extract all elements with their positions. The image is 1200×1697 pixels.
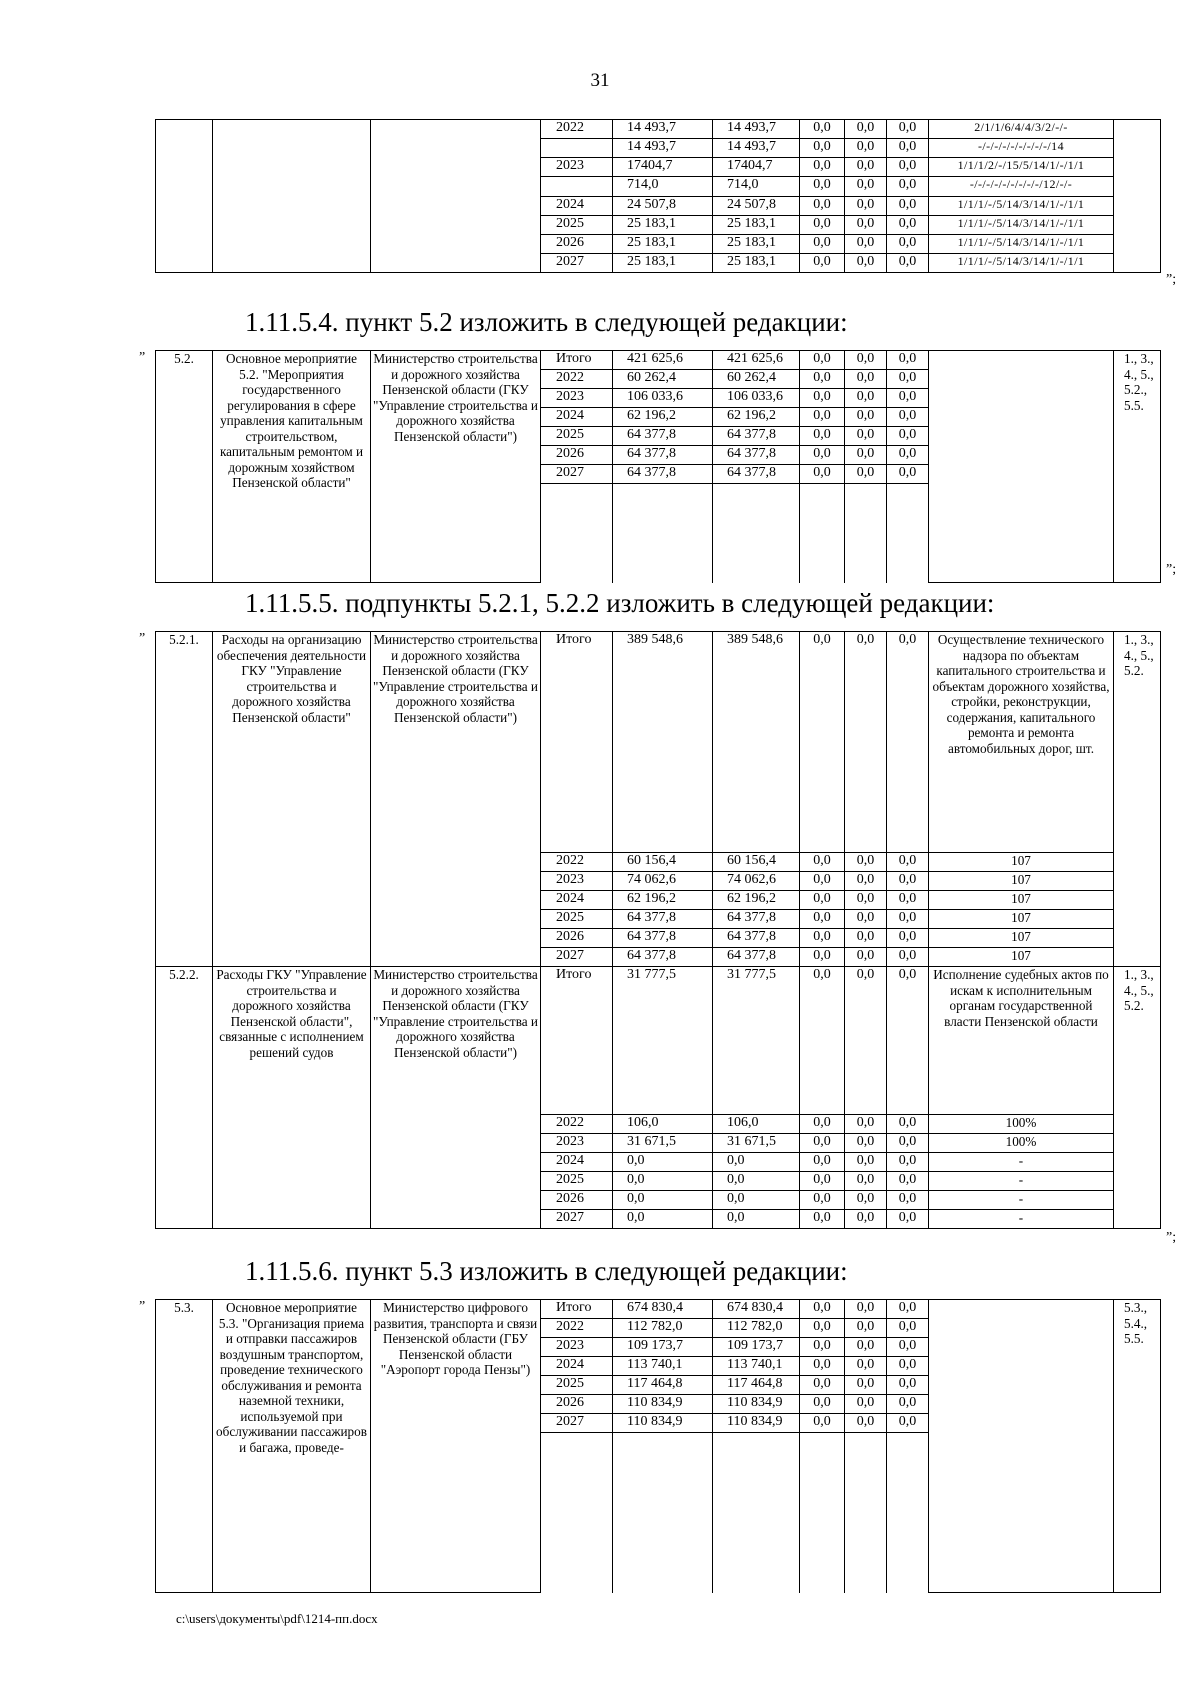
table-cell: 0,0	[845, 139, 887, 158]
table-cell: 0,0	[887, 632, 929, 853]
table-cell: 0,0	[613, 1210, 713, 1229]
table-cell: 0,0	[800, 1376, 845, 1395]
table-cell: 64 377,8	[613, 929, 713, 948]
open-quote: ”	[139, 350, 146, 365]
table-cell: 2022	[541, 120, 613, 139]
table-cell: 2026	[541, 929, 613, 948]
table-cell: 0,0	[800, 139, 845, 158]
table-cell: 0,0	[845, 234, 887, 253]
table-cell: 0,0	[800, 215, 845, 234]
table-cell: 2024	[541, 891, 613, 910]
table-cell: 0,0	[887, 1172, 929, 1191]
table-cell: 0,0	[845, 158, 887, 177]
table-cell: 0,0	[800, 1134, 845, 1153]
table-cell	[713, 484, 800, 583]
table-cell: 0,0	[887, 446, 929, 465]
table-cell: -	[929, 1153, 1114, 1172]
table-cell	[613, 1433, 713, 1593]
table-cell: 64 377,8	[613, 446, 713, 465]
table-cell	[713, 1433, 800, 1593]
table-cell: 0,0	[887, 177, 929, 196]
table-cell: 24 507,8	[613, 196, 713, 215]
table-row	[156, 967, 1161, 1115]
table-cell: Осуществление технического надзора по объектам капитального строительства и объектам дорожного хозяйства, стройки, реконструкции, содержания, капитального ремонта и ремонта автомобильных дорог, шт.	[929, 632, 1114, 853]
table-cell: 0,0	[887, 1300, 929, 1319]
table-cell: 60 156,4	[713, 853, 800, 872]
table-cell: 0,0	[713, 1153, 800, 1172]
table-cell: 0,0	[800, 1172, 845, 1191]
table-cell: 0,0	[887, 1134, 929, 1153]
table-cell: 64 377,8	[713, 427, 800, 446]
table-cell: 0,0	[845, 389, 887, 408]
table-cell: 0,0	[887, 1115, 929, 1134]
table-cell: 0,0	[800, 196, 845, 215]
table-cell	[800, 1433, 845, 1593]
table-cell: 1., 3., 4., 5., 5.2.	[1114, 967, 1161, 1229]
table-cell: 0,0	[800, 1191, 845, 1210]
table-cell: 62 196,2	[613, 891, 713, 910]
table-cell: 117 464,8	[713, 1376, 800, 1395]
table-row	[156, 632, 1161, 853]
table-cell: 2025	[541, 1376, 613, 1395]
table-cell: 0,0	[800, 967, 845, 1115]
table-cell: 0,0	[887, 1319, 929, 1338]
table-cell: 64 377,8	[613, 465, 713, 484]
table-cell: 0,0	[845, 1319, 887, 1338]
table-cell: 2025	[541, 910, 613, 929]
table-cell: 0,0	[887, 967, 929, 1115]
table-cell: Итого	[541, 632, 613, 853]
table-cell: 0,0	[845, 408, 887, 427]
table-cell: 0,0	[613, 1153, 713, 1172]
table-cell: 2022	[541, 370, 613, 389]
table-cell: 0,0	[845, 967, 887, 1115]
table-cell: 107	[929, 929, 1114, 948]
table-cell: 0,0	[845, 177, 887, 196]
heading-1-11-5-4: 1.11.5.4. пункт 5.2 изложить в следующей редакции:	[245, 307, 848, 337]
table-cell: 0,0	[845, 465, 887, 484]
table-cell: 0,0	[887, 1376, 929, 1395]
table-row	[156, 120, 1161, 139]
table-cell: 0,0	[713, 1172, 800, 1191]
table-cell: 0,0	[845, 853, 887, 872]
table-cell: 60 262,4	[613, 370, 713, 389]
table-cell: 0,0	[887, 253, 929, 272]
table-cell: 109 173,7	[713, 1338, 800, 1357]
table-cell: 0,0	[845, 1191, 887, 1210]
table-cell	[156, 120, 213, 273]
table-cell: 0,0	[713, 1191, 800, 1210]
table-cell: 674 830,4	[613, 1300, 713, 1319]
table-cell: 0,0	[800, 1300, 845, 1319]
table-cell: 0,0	[887, 389, 929, 408]
table-cell: 0,0	[845, 1300, 887, 1319]
table-cell: 107	[929, 910, 1114, 929]
table-cell: 0,0	[845, 1357, 887, 1376]
table-cell: Расходы на организацию обеспечения деятельности ГКУ "Управление строительства и дорожного хозяйства Пензенской области"	[213, 632, 371, 967]
table-cell: 2027	[541, 1210, 613, 1229]
table-cell: 0,0	[887, 427, 929, 446]
table-cell: Расходы ГКУ "Управление строительства и дорожного хозяйства Пензенской области", связанные с исполнением решений судов	[213, 967, 371, 1229]
table-row	[156, 351, 1161, 370]
table-cell	[213, 120, 371, 273]
table-cell: 1/1/1/2/-/15/5/14/1/-/1/1	[929, 158, 1114, 177]
table-cell: 0,0	[800, 948, 845, 967]
table-cell: 421 625,6	[613, 351, 713, 370]
table-cell: Итого	[541, 1300, 613, 1319]
table-cell: 0,0	[887, 872, 929, 891]
table-cell: 0,0	[887, 891, 929, 910]
table-cell: 0,0	[887, 465, 929, 484]
table-cell	[541, 139, 613, 158]
table-cell	[800, 484, 845, 583]
table-cell: 64 377,8	[713, 465, 800, 484]
table-cell: 107	[929, 853, 1114, 872]
table-cell: 31 777,5	[613, 967, 713, 1115]
table-cell: 0,0	[845, 1153, 887, 1172]
table-cell: 0,0	[800, 1319, 845, 1338]
footer-file-path: c:\users\документы\pdf\1214-пп.docx	[176, 1611, 378, 1626]
table-cell: 0,0	[887, 853, 929, 872]
table-cell: 0,0	[887, 1191, 929, 1210]
table-cell: 0,0	[800, 234, 845, 253]
table-cell: 2027	[541, 465, 613, 484]
table-cell	[541, 177, 613, 196]
table-cell	[541, 484, 613, 583]
table-cell: 2023	[541, 872, 613, 891]
table-cell: 14 493,7	[613, 120, 713, 139]
table-cell: 0,0	[800, 1210, 845, 1229]
table-cell: -/-/-/-/-/-/-/-/-/14	[929, 139, 1114, 158]
heading-1-11-5-6: 1.11.5.6. пункт 5.3 изложить в следующей редакции:	[245, 1256, 848, 1286]
table-cell: 0,0	[845, 196, 887, 215]
table-cell: 2026	[541, 234, 613, 253]
table-cell: 14 493,7	[613, 139, 713, 158]
table-cell	[845, 1433, 887, 1593]
table-cell	[613, 484, 713, 583]
table-cell: 0,0	[845, 1414, 887, 1433]
table-cell: 0,0	[845, 253, 887, 272]
table-cell: 64 377,8	[613, 948, 713, 967]
close-mark: ”;	[1166, 562, 1177, 577]
table-cell: 110 834,9	[713, 1414, 800, 1433]
table-cell: 64 377,8	[713, 446, 800, 465]
table-cell: 106 033,6	[613, 389, 713, 408]
table-cell: 25 183,1	[713, 215, 800, 234]
table-cell: 0,0	[845, 1134, 887, 1153]
table-cell: 0,0	[887, 1414, 929, 1433]
table-cell: 0,0	[800, 351, 845, 370]
table-cell: 0,0	[800, 1414, 845, 1433]
table-cell: 0,0	[887, 1210, 929, 1229]
table-cell: 0,0	[845, 929, 887, 948]
table-cell: 0,0	[887, 120, 929, 139]
table-cell: 0,0	[887, 929, 929, 948]
table-cell: 0,0	[845, 910, 887, 929]
table-cell: 5.2.	[156, 351, 213, 583]
table-cell: 0,0	[800, 253, 845, 272]
table-cell: 64 377,8	[613, 427, 713, 446]
table-cell: 1/1/1/-/5/14/3/14/1/-/1/1	[929, 196, 1114, 215]
table-cell: Министерство строительства и дорожного хозяйства Пензенской области (ГКУ "Управление строительства и дорожного хозяйства Пензенской области")	[371, 351, 541, 583]
table-cell: 2025	[541, 427, 613, 446]
table-cell: Итого	[541, 351, 613, 370]
table-cell: 106,0	[713, 1115, 800, 1134]
table-cell: 62 196,2	[613, 408, 713, 427]
table-cell: 1/1/1/-/5/14/3/14/1/-/1/1	[929, 215, 1114, 234]
table-cell: 0,0	[845, 446, 887, 465]
table-cell: 24 507,8	[713, 196, 800, 215]
table-continuation	[155, 119, 1161, 273]
table-cell: 0,0	[800, 465, 845, 484]
table-cell: 113 740,1	[613, 1357, 713, 1376]
table-cell	[887, 1433, 929, 1593]
table-cell: 0,0	[845, 632, 887, 853]
table-cell: 107	[929, 948, 1114, 967]
table-cell: 109 173,7	[613, 1338, 713, 1357]
table-cell: 60 156,4	[613, 853, 713, 872]
table-cell: 0,0	[800, 446, 845, 465]
table-cell: 2023	[541, 158, 613, 177]
open-quote: ”	[139, 1299, 146, 1314]
table-cell: 0,0	[800, 853, 845, 872]
table-cell: 2024	[541, 1357, 613, 1376]
table-cell: 2026	[541, 446, 613, 465]
table-cell: 0,0	[887, 910, 929, 929]
table-cell: 0,0	[800, 370, 845, 389]
table-cell: 5.3., 5.4., 5.5.	[1114, 1300, 1161, 1593]
table-cell: 0,0	[800, 929, 845, 948]
table-cell: 0,0	[800, 1115, 845, 1134]
table-cell: 674 830,4	[713, 1300, 800, 1319]
table-cell: 0,0	[713, 1210, 800, 1229]
table-5-3	[155, 1299, 1161, 1593]
table-cell: 2024	[541, 1153, 613, 1172]
table-cell: 0,0	[800, 910, 845, 929]
table-cell: 0,0	[800, 872, 845, 891]
table-cell: 1., 3., 4., 5., 5.2.	[1114, 632, 1161, 967]
table-cell: 0,0	[845, 215, 887, 234]
table-cell: 2023	[541, 1338, 613, 1357]
table-cell: 0,0	[800, 427, 845, 446]
table-cell: 62 196,2	[713, 891, 800, 910]
table-cell: 0,0	[800, 120, 845, 139]
close-mark: ”;	[1166, 272, 1177, 287]
table-cell: Министерство цифрового развития, транспорта и связи Пензенской области (ГБУ Пензенской области "Аэропорт города Пензы")	[371, 1300, 541, 1593]
table-cell: 0,0	[845, 120, 887, 139]
table-cell: 0,0	[845, 948, 887, 967]
table-cell: 110 834,9	[613, 1395, 713, 1414]
table-cell	[541, 1433, 613, 1593]
table-cell: 17404,7	[713, 158, 800, 177]
table-cell: 64 377,8	[713, 948, 800, 967]
table-cell: 0,0	[887, 1395, 929, 1414]
table-cell: 389 548,6	[713, 632, 800, 853]
table-cell: 31 777,5	[713, 967, 800, 1115]
table-cell: 1/1/1/-/5/14/3/14/1/-/1/1	[929, 253, 1114, 272]
table-cell: Министерство строительства и дорожного хозяйства Пензенской области (ГКУ "Управление строительства и дорожного хозяйства Пензенской области")	[371, 967, 541, 1229]
table-cell: 0,0	[613, 1172, 713, 1191]
table-cell: 25 183,1	[713, 253, 800, 272]
table-cell: Министерство строительства и дорожного хозяйства Пензенской области (ГКУ "Управление строительства и дорожного хозяйства Пензенской области")	[371, 632, 541, 967]
table-cell: 0,0	[800, 177, 845, 196]
table-cell: 0,0	[800, 1357, 845, 1376]
table-cell: 0,0	[887, 948, 929, 967]
table-cell: 100%	[929, 1134, 1114, 1153]
close-mark: ”;	[1166, 1230, 1177, 1245]
table-cell: 5.2.2.	[156, 967, 213, 1229]
table-cell: 0,0	[845, 1376, 887, 1395]
table-cell: 0,0	[887, 1338, 929, 1357]
table-cell: 110 834,9	[613, 1414, 713, 1433]
table-cell: 0,0	[800, 1395, 845, 1414]
table-cell: 389 548,6	[613, 632, 713, 853]
table-5-2-1-5-2-2	[155, 631, 1161, 1229]
table-cell: 14 493,7	[713, 120, 800, 139]
table-cell: 25 183,1	[613, 215, 713, 234]
table-cell: 2022	[541, 1115, 613, 1134]
table-cell: 0,0	[800, 408, 845, 427]
table-cell: 110 834,9	[713, 1395, 800, 1414]
table-cell: 2025	[541, 1172, 613, 1191]
table-row	[156, 1300, 1161, 1319]
table-cell: 0,0	[845, 1338, 887, 1357]
table-cell: 1/1/1/-/5/14/3/14/1/-/1/1	[929, 234, 1114, 253]
table-cell: 0,0	[845, 1172, 887, 1191]
table-cell: -	[929, 1172, 1114, 1191]
table-cell: 0,0	[800, 389, 845, 408]
table-cell: 0,0	[800, 891, 845, 910]
table-cell: 64 377,8	[613, 910, 713, 929]
table-cell: 0,0	[887, 1153, 929, 1172]
table-cell: 2022	[541, 853, 613, 872]
table-cell: 0,0	[845, 1210, 887, 1229]
table-cell: 0,0	[845, 427, 887, 446]
table-cell: 25 183,1	[713, 234, 800, 253]
table-cell: 0,0	[887, 351, 929, 370]
table-cell: -	[929, 1191, 1114, 1210]
table-cell: Основное мероприятие 5.2. "Мероприятия государственного регулирования в сфере управления капитальным строительством, капитальным ремонтом и дорожным хозяйством Пензенской области"	[213, 351, 371, 583]
table-cell: 25 183,1	[613, 234, 713, 253]
table-cell: -	[929, 1210, 1114, 1229]
table-cell: 0,0	[887, 158, 929, 177]
table-cell: 0,0	[845, 891, 887, 910]
table-cell: 2024	[541, 196, 613, 215]
table-cell: 2/1/1/6/4/4/3/2/-/-	[929, 120, 1114, 139]
table-cell: 0,0	[887, 234, 929, 253]
table-cell: 0,0	[845, 1115, 887, 1134]
table-cell: 107	[929, 891, 1114, 910]
table-cell	[929, 351, 1114, 583]
table-cell: 64 377,8	[713, 910, 800, 929]
table-cell: 0,0	[887, 215, 929, 234]
table-cell: 2026	[541, 1191, 613, 1210]
table-cell: 0,0	[800, 632, 845, 853]
table-cell: 0,0	[800, 1338, 845, 1357]
table-cell: 0,0	[887, 139, 929, 158]
table-cell: 112 782,0	[713, 1319, 800, 1338]
table-cell: 2027	[541, 948, 613, 967]
table-cell: 0,0	[887, 1357, 929, 1376]
table-cell: -/-/-/-/-/-/-/-/-/12/-/-	[929, 177, 1114, 196]
table-cell	[1114, 120, 1161, 273]
page-number: 31	[590, 70, 610, 91]
table-cell	[371, 120, 541, 273]
table-cell: 106 033,6	[713, 389, 800, 408]
table-cell: 0,0	[887, 196, 929, 215]
table-cell	[845, 484, 887, 583]
table-cell: 2027	[541, 1414, 613, 1433]
table-cell: 0,0	[887, 370, 929, 389]
open-quote: ”	[139, 631, 146, 646]
table-cell: 0,0	[887, 408, 929, 427]
table-cell: 2023	[541, 389, 613, 408]
table-cell: 117 464,8	[613, 1376, 713, 1395]
table-cell: 421 625,6	[713, 351, 800, 370]
table-cell: 64 377,8	[713, 929, 800, 948]
table-cell: 31 671,5	[713, 1134, 800, 1153]
table-cell: 1., 3., 4., 5., 5.2., 5.5.	[1114, 351, 1161, 583]
table-5-2	[155, 350, 1161, 583]
table-cell: 2027	[541, 253, 613, 272]
table-cell: 112 782,0	[613, 1319, 713, 1338]
table-cell: 25 183,1	[613, 253, 713, 272]
table-cell	[929, 1300, 1114, 1593]
table-cell: 31 671,5	[613, 1134, 713, 1153]
table-cell: 113 740,1	[713, 1357, 800, 1376]
table-cell: 14 493,7	[713, 139, 800, 158]
table-cell: 17404,7	[613, 158, 713, 177]
table-cell: 62 196,2	[713, 408, 800, 427]
table-cell: 714,0	[613, 177, 713, 196]
table-cell: 2025	[541, 215, 613, 234]
table-cell: 0,0	[800, 158, 845, 177]
table-cell: 0,0	[845, 351, 887, 370]
table-cell: 106,0	[613, 1115, 713, 1134]
table-cell: 74 062,6	[613, 872, 713, 891]
table-cell: Исполнение судебных актов по искам к исполнительным органам государственной власти Пензенской области	[929, 967, 1114, 1115]
table-cell: 0,0	[800, 1153, 845, 1172]
table-cell: 2026	[541, 1395, 613, 1414]
table-cell: 714,0	[713, 177, 800, 196]
table-cell: 2023	[541, 1134, 613, 1153]
table-cell: 60 262,4	[713, 370, 800, 389]
table-cell: 0,0	[845, 370, 887, 389]
table-cell: 107	[929, 872, 1114, 891]
table-cell: Основное мероприятие 5.3. "Организация приема и отправки пассажиров воздушным транспортом, проведение технического обслуживания и ремонта наземной техники, используемой при обслуживании пассажиров и багажа, проведе-	[213, 1300, 371, 1593]
table-cell: 0,0	[845, 872, 887, 891]
table-cell: 74 062,6	[713, 872, 800, 891]
table-cell: 100%	[929, 1115, 1114, 1134]
table-cell: 2022	[541, 1319, 613, 1338]
heading-1-11-5-5: 1.11.5.5. подпункты 5.2.1, 5.2.2 изложить в следующей редакции:	[245, 588, 995, 618]
table-cell: Итого	[541, 967, 613, 1115]
table-cell: 0,0	[845, 1395, 887, 1414]
table-cell	[887, 484, 929, 583]
table-cell: 2024	[541, 408, 613, 427]
table-cell: 5.2.1.	[156, 632, 213, 967]
table-cell: 5.3.	[156, 1300, 213, 1593]
table-cell: 0,0	[613, 1191, 713, 1210]
